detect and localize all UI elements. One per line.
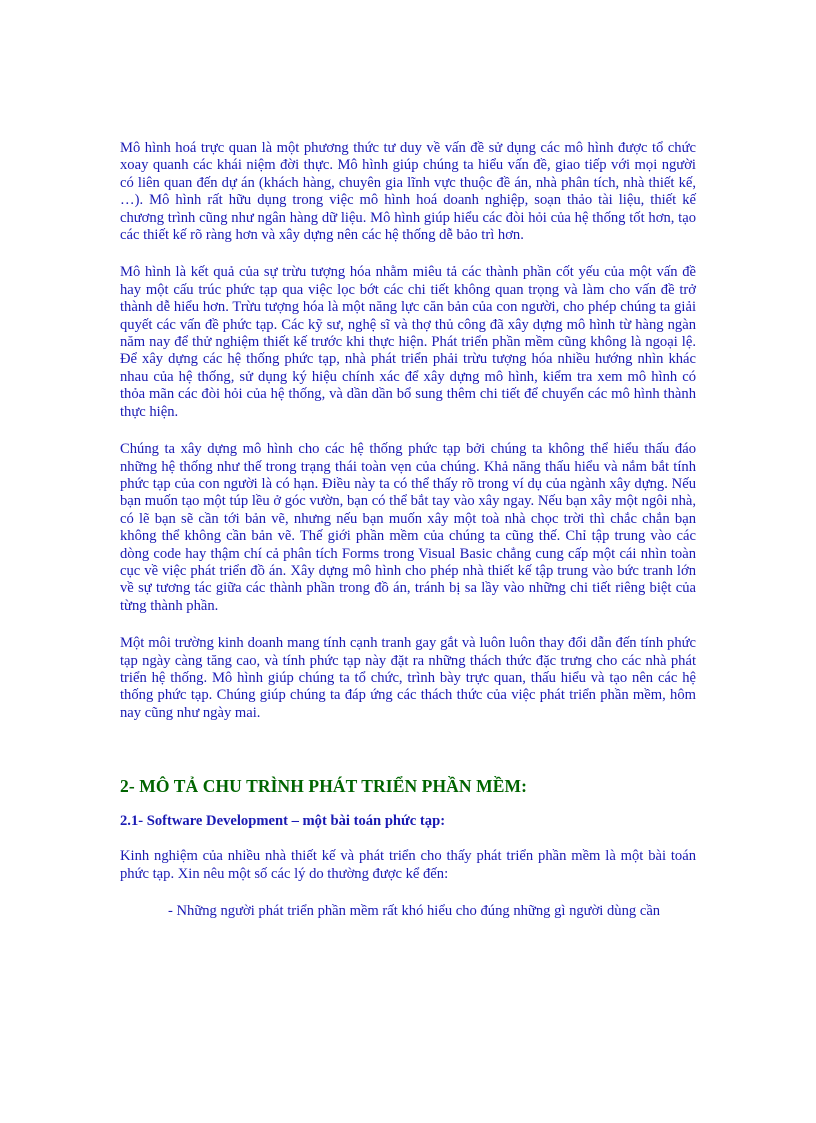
subsection-heading: 2.1- Software Development – một bài toán phức tạp: — [120, 813, 446, 830]
bullet-item: - Những người phát triển phần mềm rất khó hiểu cho đúng những gì người dùng cần — [168, 903, 661, 919]
paragraph-intro: Kinh nghiệm của nhiều nhà thiết kế và phát triển cho thấy phát triển phần mềm là một bài toán phức tạp. Xin nêu một số các lý do thường được kể đến: — [120, 848, 696, 882]
paragraph-visual-modeling: Mô hình hoá trực quan là một phương thức tư duy về vấn đề sử dụng các mô hình được tổ chức xoay quanh các khái niệm đời thực. Mô hình giúp chúng ta hiểu vấn đề, giao tiếp với mọi người có liên quan đến dự án (khách hàng, chuyên gia lĩnh vực thuộc đề án, nhà phân tích, nhà thiết kế, …). Mô hình rất hữu dụng trong việc mô hình hoá doanh nghiệp, soạn thảo tài liệu, thiết kế chương trình cũng như ngân hàng dữ liệu. Mô hình giúp hiểu các đòi hỏi của hệ thống tốt hơn, tạo các thiết kế rõ ràng hơn và xây dựng nên các hệ thống dễ bảo trì hơn. — [120, 140, 696, 244]
section-heading: 2- MÔ TẢ CHU TRÌNH PHÁT TRIỂN PHẦN MỀM: — [120, 776, 528, 797]
paragraph-abstraction: Mô hình là kết quả của sự trừu tượng hóa nhằm miêu tả các thành phần cốt yếu của một vấn đề hay một cấu trúc phức tạp qua việc lọc bớt các chi tiết không quan trọng và làm cho vấn đề trở thành dễ hiểu hơn. Trừu tượng hóa là một năng lực căn bản của con người, cho phép chúng ta giải quyết các vấn đề phức tạp. Các kỹ sư, nghệ sĩ và thợ thủ công đã xây dựng mô hình từ hàng ngàn năm nay để thử nghiệm thiết kế trước khi thực hiện. Phát triển phần mềm cũng không là ngoại lệ. Để xây dựng các hệ thống phức tạp, nhà phát triển phải trừu tượng hóa nhiều hướng nhìn khác nhau của hệ thống, sử dụng ký hiệu chính xác để xây dựng mô hình, kiểm tra xem mô hình có thỏa mãn các đòi hỏi của hệ thống, và dần dần bổ sung thêm chi tiết để chuyển các mô hình thành thực hiện. — [120, 264, 696, 420]
paragraph-business-environment: Một môi trường kinh doanh mang tính cạnh tranh gay gắt và luôn luôn thay đổi dẫn đến tính phức tạp ngày càng tăng cao, và tính phức tạp này đặt ra những thách thức đặc trưng cho các nhà phát triển hệ thống. Mô hình giúp chúng ta tổ chức, trình bày trực quan, thấu hiểu và tạo nên các hệ thống phức tạp. Chúng giúp chúng ta đáp ứng các thách thức của việc phát triển phần mềm, hôm nay cũng như ngày mai. — [120, 635, 696, 721]
paragraph-complex-systems: Chúng ta xây dựng mô hình cho các hệ thống phức tạp bởi chúng ta không thể hiểu thấu đáo những hệ thống như thế trong trạng thái toàn vẹn của chúng. Khả năng thấu hiểu và nắm bắt tính phức tạp của con người là có hạn. Điều này ta có thể thấy rõ trong ví dụ của ngành xây dựng. Nếu bạn muốn tạo một túp lều ở góc vườn, bạn có thể bắt tay vào xây ngay. Nếu bạn xây một ngôi nhà, có lẽ bạn sẽ cần tới bản vẽ, nhưng nếu bạn muốn xây một toà nhà chọc trời thì chắc chắn bạn không thể không cần bản vẽ. Thế giới phần mềm của chúng ta cũng thế. Chỉ tập trung vào các dòng code hay thậm chí cả phân tích Forms trong Visual Basic chẳng cung cấp một cái nhìn toàn cục về việc phát triển đồ án. Xây dựng mô hình cho phép nhà thiết kế tập trung vào bức tranh lớn về sự tương tác giữa các thành phần trong đồ án, tránh bị sa lầy vào những chi tiết riêng biệt của từng thành phần. — [120, 441, 696, 614]
document-page — [120, 140, 696, 920]
